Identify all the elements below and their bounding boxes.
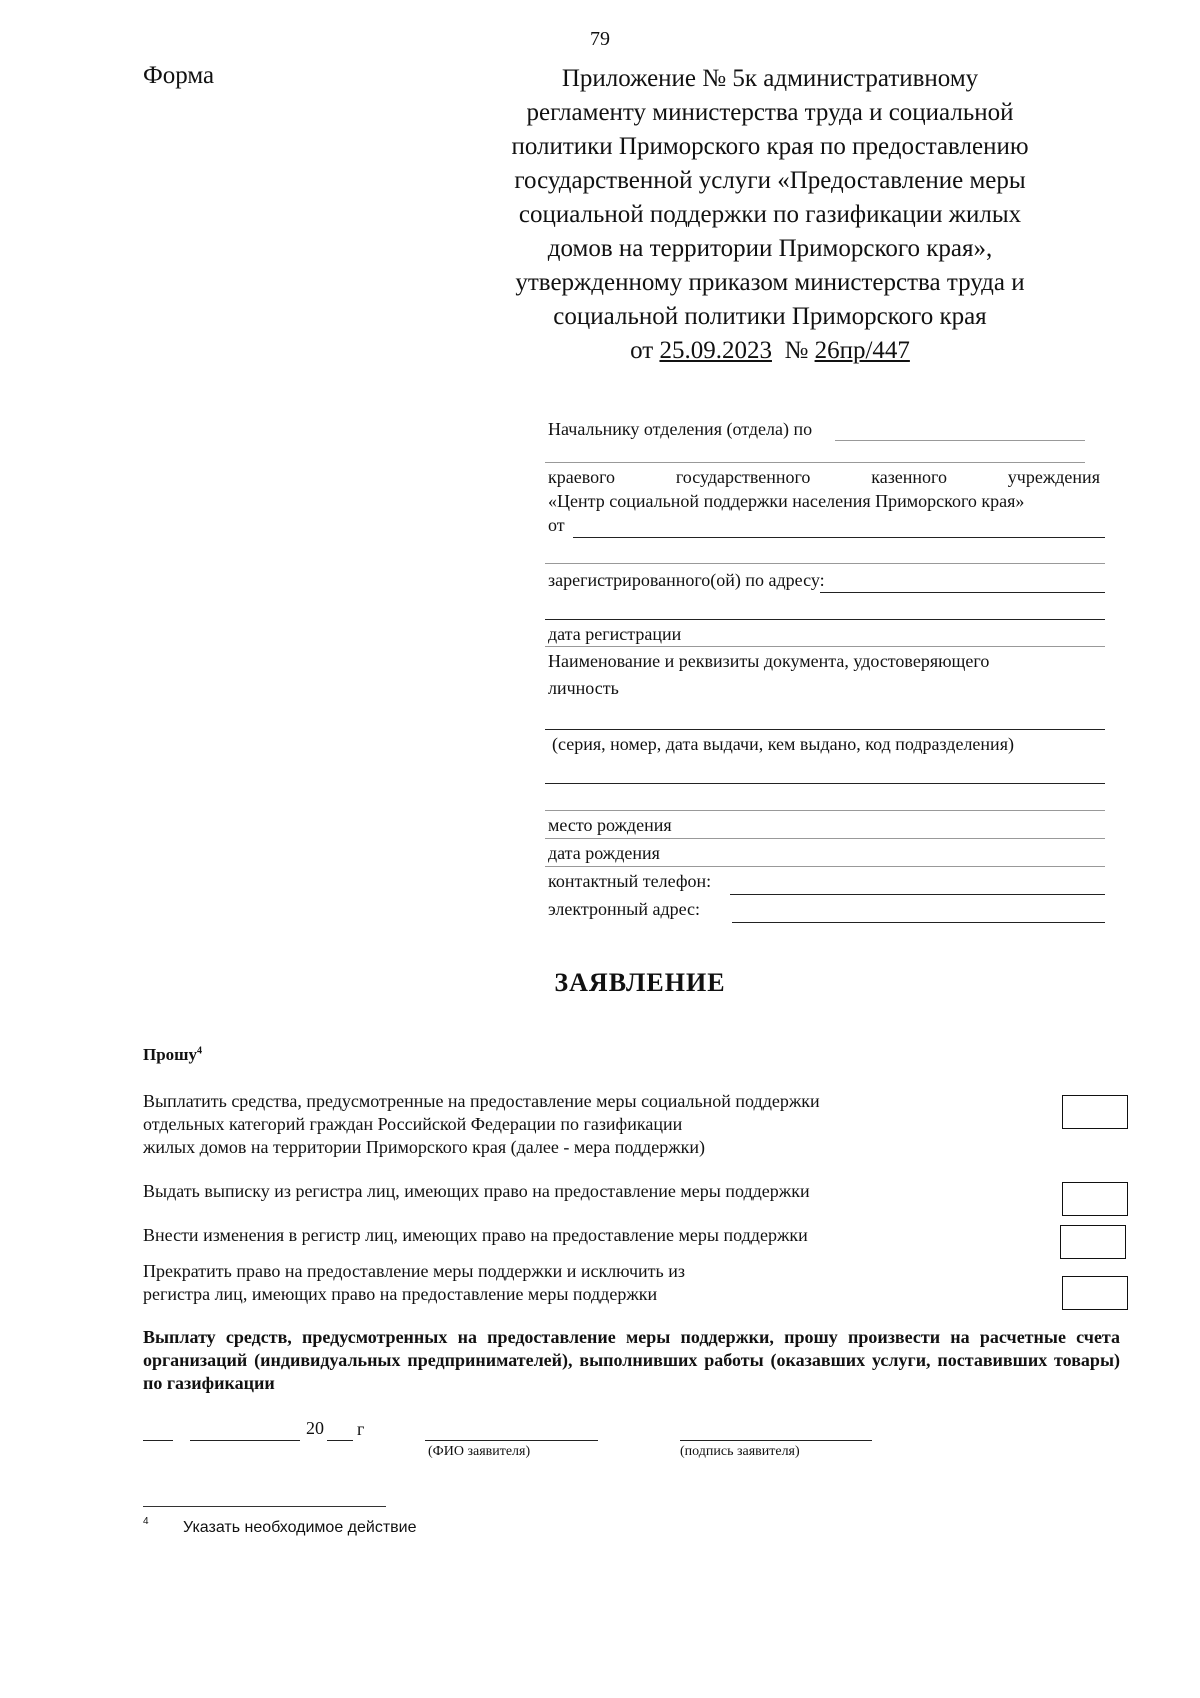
order-date: 25.09.2023 bbox=[659, 337, 772, 364]
registration-date-line[interactable] bbox=[545, 646, 1105, 647]
registration-date-label: дата регистрации bbox=[548, 624, 682, 644]
option-text: Прекратить право на предоставление меры поддержки и исключить из bbox=[143, 1261, 685, 1281]
appendix-line: политики Приморского края по предоставлению bbox=[511, 133, 1029, 160]
option-text: жилых домов на территории Приморского края (далее - мера поддержки) bbox=[143, 1137, 705, 1157]
birth-date-label: дата рождения bbox=[548, 843, 660, 863]
id-document-label: Наименование и реквизиты документа, удостоверяющего bbox=[548, 651, 990, 671]
id-document-line[interactable] bbox=[545, 729, 1105, 730]
option-text: Выплатить средства, предусмотренные на предоставление меры социальной поддержки bbox=[143, 1091, 820, 1111]
chief-name-line[interactable] bbox=[545, 462, 1085, 463]
request-label bbox=[143, 1045, 202, 1065]
date-year-line[interactable] bbox=[327, 1440, 353, 1441]
payment-note: Выплату средств, предусмотренных на предоставление меры поддержки, прошу произвести на расчетные счета организаций (индивидуальных предпринимателей), выполнивших работы (оказавших услуги, поставивших товары) по газификации bbox=[143, 1327, 1120, 1393]
option-register-change bbox=[143, 1224, 973, 1247]
form-label: Форма bbox=[143, 62, 215, 89]
document-title: ЗАЯВЛЕНИЕ bbox=[554, 968, 726, 997]
institution-words bbox=[548, 467, 1100, 488]
fio-caption: (ФИО заявителя) bbox=[428, 1444, 531, 1459]
registered-address-label: зарегистрированного(ой) по адресу: bbox=[548, 570, 825, 590]
request-word: Прошу bbox=[143, 1045, 198, 1064]
order-reference bbox=[470, 334, 1070, 368]
date-month-line[interactable] bbox=[190, 1440, 300, 1441]
option-pay-funds-checkbox[interactable] bbox=[1062, 1095, 1128, 1129]
applicant-name-line-2[interactable] bbox=[545, 563, 1105, 564]
id-document-hint: (серия, номер, дата выдачи, кем выдано, код подразделения) bbox=[552, 734, 1014, 754]
email-label: электронный адрес: bbox=[548, 899, 701, 919]
id-document-details-line[interactable] bbox=[545, 783, 1105, 784]
applicant-name-line[interactable] bbox=[573, 537, 1105, 538]
inst-word: государственного bbox=[675, 467, 811, 487]
appendix-line: Приложение № 5к административному bbox=[561, 65, 979, 92]
appendix-line: социальной политики Приморского края bbox=[553, 303, 987, 330]
footnote-reference: 4 bbox=[197, 1045, 203, 1057]
option-pay-funds bbox=[143, 1090, 973, 1159]
appendix-block bbox=[470, 62, 1070, 368]
from-label: от bbox=[548, 515, 565, 535]
birth-place-line[interactable] bbox=[545, 838, 1105, 839]
order-number-sign: № bbox=[784, 337, 809, 364]
page-number: 79 bbox=[590, 28, 610, 50]
footnote-text: Указать необходимое действие bbox=[183, 1519, 417, 1536]
address-line[interactable] bbox=[820, 592, 1105, 593]
year-suffix: г bbox=[357, 1419, 365, 1439]
appendix-line: регламенту министерства труда и социальной bbox=[526, 99, 1014, 126]
date-day-line[interactable] bbox=[143, 1440, 173, 1441]
year-prefix: 20 bbox=[306, 1418, 324, 1438]
order-prefix: от bbox=[630, 337, 654, 364]
institution-name: «Центр социальной поддержки населения Приморского края» bbox=[548, 491, 1025, 511]
option-text: отдельных категорий граждан Российской Федерации по газификации bbox=[143, 1114, 683, 1134]
chief-department-line[interactable] bbox=[835, 440, 1085, 441]
footnote-number: 4 bbox=[143, 1516, 149, 1527]
address-line-2[interactable] bbox=[545, 619, 1105, 620]
fio-line[interactable] bbox=[425, 1440, 598, 1441]
appendix-line: государственной услуги «Предоставление меры bbox=[514, 167, 1026, 194]
id-document-label-2: личность bbox=[548, 678, 619, 698]
appendix-line: утвержденному приказом министерства труда и bbox=[515, 269, 1025, 296]
id-document-details-line-2[interactable] bbox=[545, 810, 1105, 811]
to-chief-label: Начальнику отделения (отдела) по bbox=[548, 419, 813, 439]
option-terminate-right bbox=[143, 1260, 973, 1306]
signature-line[interactable] bbox=[680, 1440, 872, 1441]
signature-caption: (подпись заявителя) bbox=[680, 1444, 800, 1459]
appendix-line: домов на территории Приморского края», bbox=[547, 235, 993, 262]
option-terminate-right-checkbox[interactable] bbox=[1062, 1276, 1128, 1310]
option-text: Внести изменения в регистр лиц, имеющих право на предоставление меры поддержки bbox=[143, 1225, 808, 1245]
option-register-extract-checkbox[interactable] bbox=[1062, 1182, 1128, 1216]
birth-place-label: место рождения bbox=[548, 815, 672, 835]
option-text: Выдать выписку из регистра лиц, имеющих право на предоставление меры поддержки bbox=[143, 1181, 810, 1201]
order-number: 26пр/447 bbox=[814, 337, 910, 364]
option-register-change-checkbox[interactable] bbox=[1060, 1225, 1126, 1259]
email-line[interactable] bbox=[732, 922, 1105, 923]
phone-line[interactable] bbox=[730, 894, 1105, 895]
appendix-line: социальной поддержки по газификации жилых bbox=[518, 201, 1022, 228]
footnote-separator bbox=[143, 1506, 386, 1507]
option-register-extract bbox=[143, 1180, 973, 1203]
inst-word: казенного bbox=[871, 467, 947, 487]
option-text: регистра лиц, имеющих право на предоставление меры поддержки bbox=[143, 1284, 658, 1304]
birth-date-line[interactable] bbox=[545, 866, 1105, 867]
inst-word: учреждения bbox=[1007, 467, 1100, 487]
inst-word: краевого bbox=[548, 467, 616, 487]
phone-label: контактный телефон: bbox=[548, 871, 712, 891]
